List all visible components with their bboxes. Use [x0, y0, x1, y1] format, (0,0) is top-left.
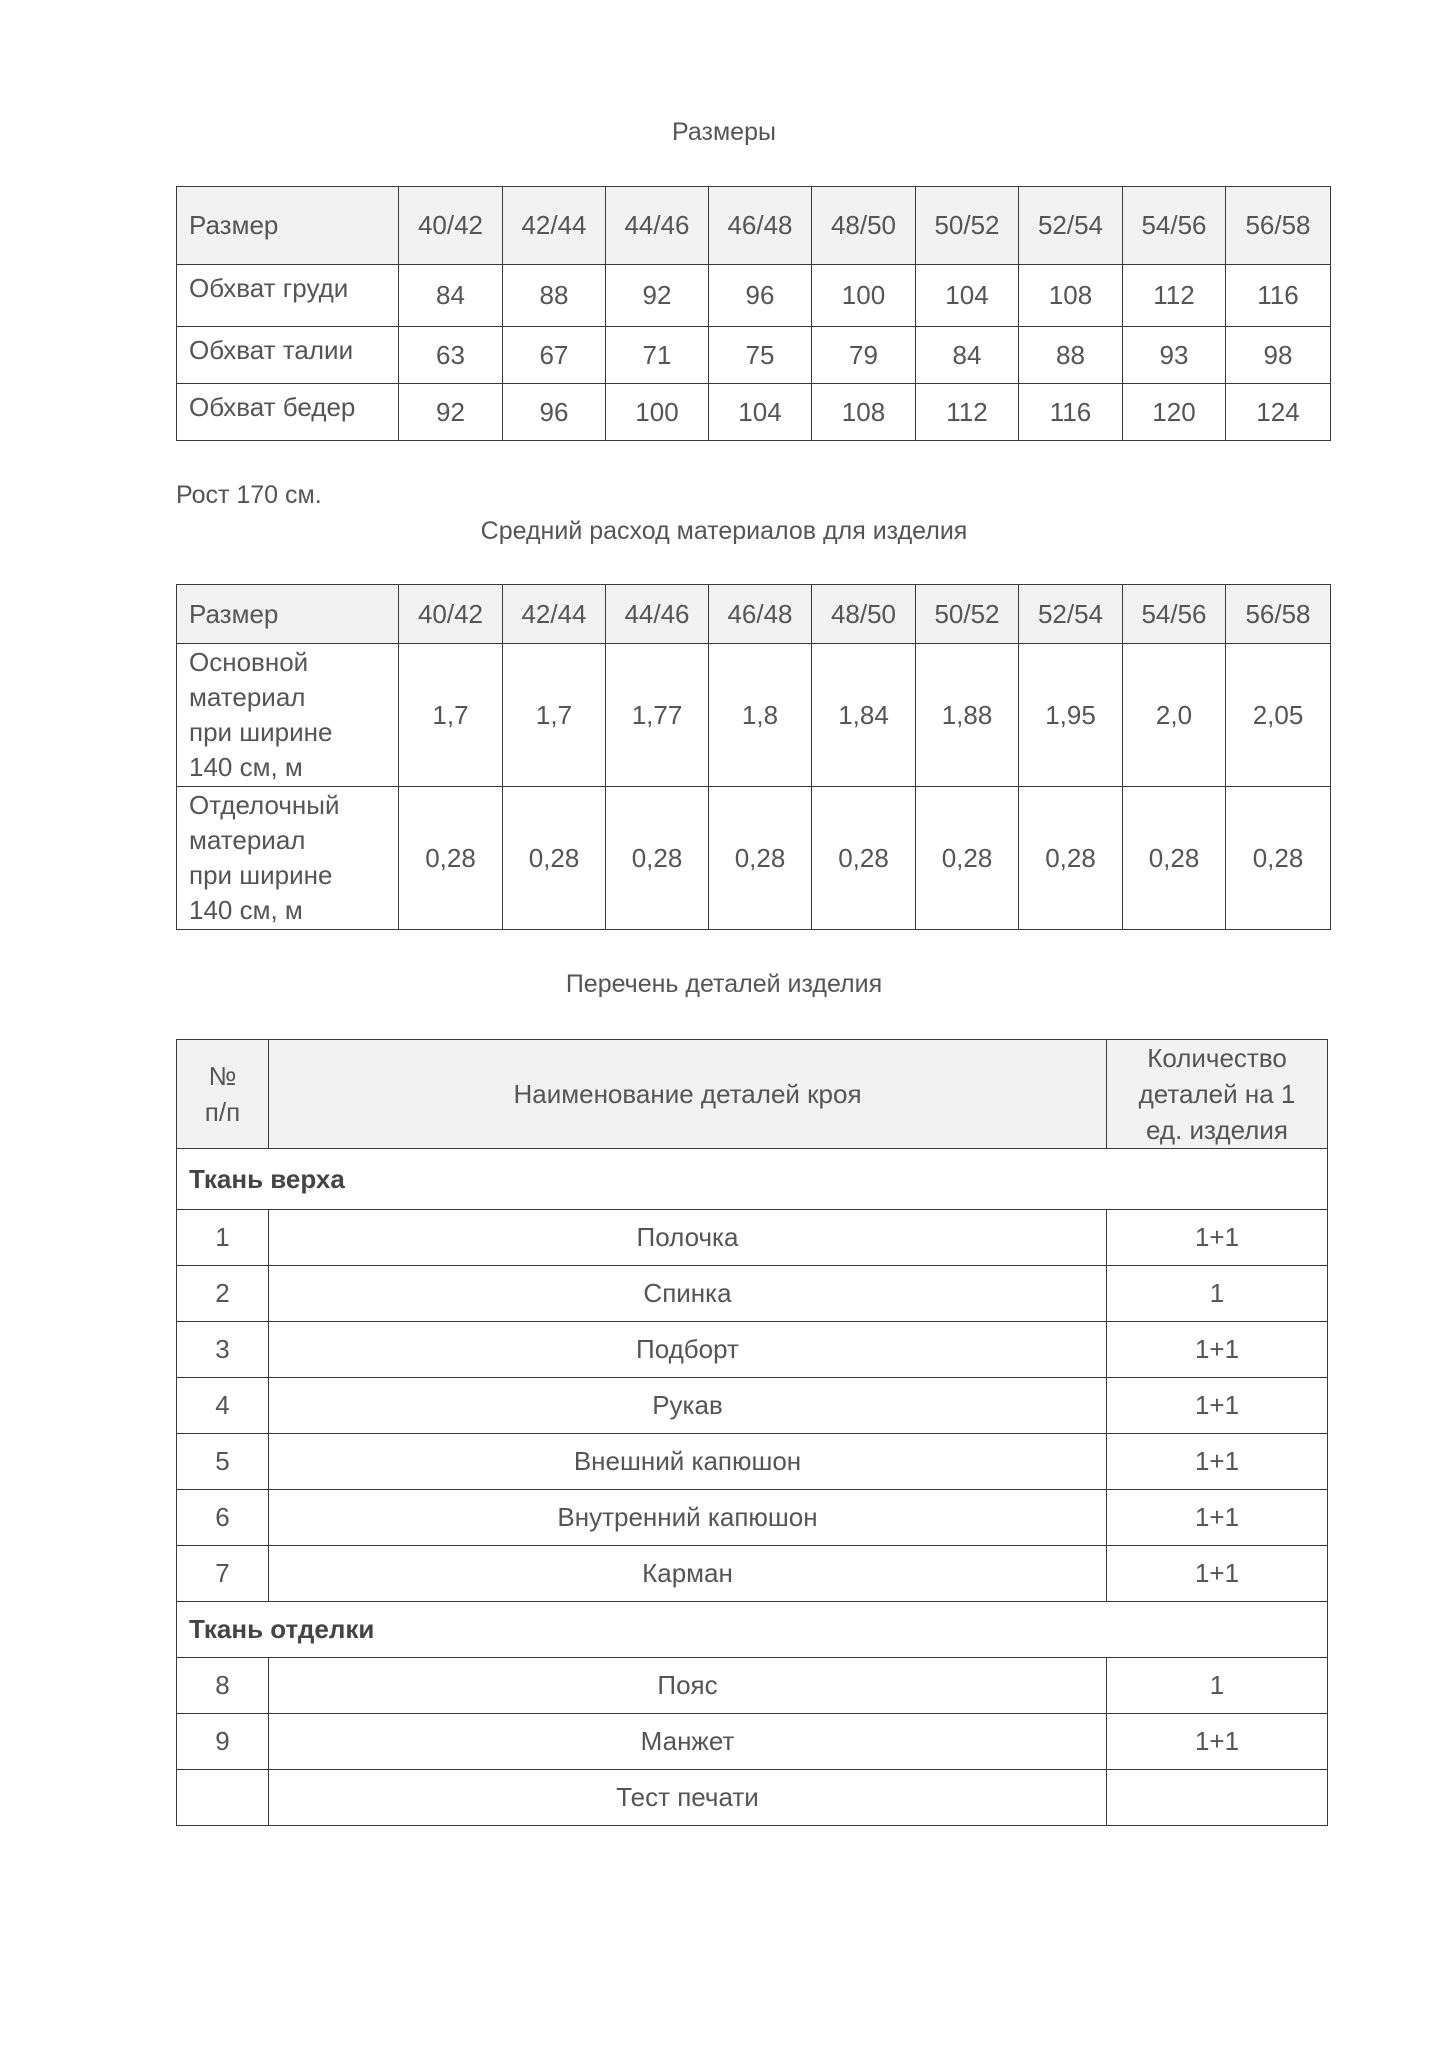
sizes-cell: 92: [399, 384, 503, 441]
row-qty: 1+1: [1107, 1322, 1328, 1378]
row-name: Подборт: [269, 1322, 1107, 1378]
section-row: [177, 1602, 1328, 1658]
table-row: [177, 1658, 1328, 1714]
materials-cell: 1,8: [709, 644, 812, 787]
materials-header-cell: 48/50: [812, 585, 916, 644]
row-name: Внешний капюшон: [269, 1434, 1107, 1490]
materials-header-cell: 44/46: [606, 585, 709, 644]
materials-cell: 1,88: [916, 644, 1019, 787]
sizes-cell: 108: [1019, 265, 1123, 327]
sizes-cell: 100: [606, 384, 709, 441]
row-name: Манжет: [269, 1714, 1107, 1770]
label-line: материал: [189, 682, 306, 712]
materials-table: [176, 584, 1331, 930]
sizes-row: [177, 384, 1331, 441]
sizes-cell: 96: [709, 265, 812, 327]
sizes-cell: 108: [812, 384, 916, 441]
materials-cell: 1,77: [606, 644, 709, 787]
section-row: [177, 1149, 1328, 1210]
label-line: 140 см, м: [189, 895, 303, 925]
row-num: 8: [177, 1658, 269, 1714]
materials-cell: 0,28: [503, 787, 606, 930]
height-note: Рост 170 см.: [176, 481, 322, 509]
row-num: 5: [177, 1434, 269, 1490]
materials-header-cell: 52/54: [1019, 585, 1123, 644]
sizes-cell: 120: [1123, 384, 1226, 441]
table-row: [177, 1378, 1328, 1434]
sizes-header-cell: 52/54: [1019, 187, 1123, 265]
materials-header-row: [177, 585, 1331, 644]
row-num: [177, 1770, 269, 1826]
materials-header-cell: 42/44: [503, 585, 606, 644]
materials-cell: 0,28: [1123, 787, 1226, 930]
sizes-cell: 104: [709, 384, 812, 441]
materials-cell: 1,7: [503, 644, 606, 787]
materials-row: [177, 787, 1331, 930]
sizes-header-cell: 40/42: [399, 187, 503, 265]
sizes-cell: 116: [1226, 265, 1331, 327]
label-line: 140 см, м: [189, 752, 303, 782]
materials-header-cell: 56/58: [1226, 585, 1331, 644]
table-row: [177, 1714, 1328, 1770]
materials-header-cell: 54/56: [1123, 585, 1226, 644]
row-name: Полочка: [269, 1210, 1107, 1266]
row-num: 4: [177, 1378, 269, 1434]
row-num: 9: [177, 1714, 269, 1770]
sizes-cell: 116: [1019, 384, 1123, 441]
row-qty: 1+1: [1107, 1378, 1328, 1434]
row-name: Внутренний капюшон: [269, 1490, 1107, 1546]
materials-header-cell: 50/52: [916, 585, 1019, 644]
row-qty: 1+1: [1107, 1490, 1328, 1546]
sizes-header-cell: 46/48: [709, 187, 812, 265]
row-qty: 1+1: [1107, 1210, 1328, 1266]
materials-header-cell: 40/42: [399, 585, 503, 644]
sizes-cell: 88: [1019, 327, 1123, 384]
header-line: деталей на 1: [1138, 1079, 1296, 1109]
materials-cell: 2,05: [1226, 644, 1331, 787]
sizes-row-label: Обхват груди: [177, 265, 399, 327]
row-name: Спинка: [269, 1266, 1107, 1322]
materials-cell: 2,0: [1123, 644, 1226, 787]
section-label: Ткань отделки: [177, 1602, 1328, 1658]
sizes-cell: 124: [1226, 384, 1331, 441]
row-qty: 1+1: [1107, 1546, 1328, 1602]
section-label: Ткань верха: [177, 1149, 1328, 1210]
sizes-cell: 63: [399, 327, 503, 384]
materials-row-label: [177, 644, 399, 787]
sizes-table: [176, 186, 1331, 441]
sizes-header-cell: 50/52: [916, 187, 1019, 265]
details-header-name: Наименование деталей кроя: [269, 1040, 1107, 1149]
row-name: Карман: [269, 1546, 1107, 1602]
sizes-cell: 96: [503, 384, 606, 441]
materials-row: [177, 644, 1331, 787]
materials-cell: 1,7: [399, 644, 503, 787]
materials-title: Средний расход материалов для изделия: [480, 517, 968, 545]
sizes-header-row: [177, 187, 1331, 265]
row-name: Рукав: [269, 1378, 1107, 1434]
row-name: Тест печати: [269, 1770, 1107, 1826]
sizes-cell: 100: [812, 265, 916, 327]
row-qty: 1: [1107, 1658, 1328, 1714]
materials-row-label: [177, 787, 399, 930]
table-row: [177, 1266, 1328, 1322]
table-row: [177, 1322, 1328, 1378]
sizes-row-label: Обхват бедер: [177, 384, 399, 441]
row-name: Пояс: [269, 1658, 1107, 1714]
materials-cell: 0,28: [1019, 787, 1123, 930]
header-line: п/п: [204, 1097, 241, 1127]
sizes-cell: 88: [503, 265, 606, 327]
table-row: [177, 1546, 1328, 1602]
table-row: [177, 1490, 1328, 1546]
sizes-cell: 84: [399, 265, 503, 327]
sizes-row: [177, 327, 1331, 384]
details-header-row: [177, 1040, 1328, 1149]
materials-cell: 0,28: [709, 787, 812, 930]
header-line: №: [208, 1061, 237, 1091]
materials-cell: 0,28: [812, 787, 916, 930]
row-num: 7: [177, 1546, 269, 1602]
details-title: Перечень деталей изделия: [565, 970, 883, 998]
sizes-header-cell: Размер: [177, 187, 399, 265]
row-qty: 1: [1107, 1266, 1328, 1322]
row-num: 2: [177, 1266, 269, 1322]
label-line: при ширине: [189, 717, 333, 747]
sizes-cell: 79: [812, 327, 916, 384]
row-num: 1: [177, 1210, 269, 1266]
materials-cell: 0,28: [399, 787, 503, 930]
sizes-cell: 92: [606, 265, 709, 327]
header-line: ед. изделия: [1146, 1115, 1288, 1145]
sizes-header-cell: 44/46: [606, 187, 709, 265]
sizes-header-cell: 42/44: [503, 187, 606, 265]
sizes-header-cell: 56/58: [1226, 187, 1331, 265]
sizes-row-label: Обхват талии: [177, 327, 399, 384]
sizes-cell: 98: [1226, 327, 1331, 384]
materials-cell: 0,28: [916, 787, 1019, 930]
label-line: Основной: [189, 647, 309, 677]
sizes-cell: 71: [606, 327, 709, 384]
materials-cell: 0,28: [606, 787, 709, 930]
sizes-header-cell: 48/50: [812, 187, 916, 265]
sizes-cell: 93: [1123, 327, 1226, 384]
row-qty: 1+1: [1107, 1714, 1328, 1770]
row-qty: [1107, 1770, 1328, 1826]
sizes-cell: 67: [503, 327, 606, 384]
materials-header-cell: 46/48: [709, 585, 812, 644]
sizes-cell: 84: [916, 327, 1019, 384]
label-line: материал: [189, 825, 306, 855]
row-num: 3: [177, 1322, 269, 1378]
sizes-cell: 112: [1123, 265, 1226, 327]
table-row: [177, 1434, 1328, 1490]
sizes-title: Размеры: [672, 118, 776, 146]
materials-cell: 0,28: [1226, 787, 1331, 930]
label-line: Отделочный: [189, 790, 340, 820]
label-line: при ширине: [189, 860, 333, 890]
details-table: [176, 1039, 1328, 1826]
sizes-cell: 112: [916, 384, 1019, 441]
table-row: [177, 1210, 1328, 1266]
header-line: Количество: [1147, 1043, 1287, 1073]
materials-header-cell: Размер: [177, 585, 399, 644]
sizes-row: [177, 265, 1331, 327]
details-header-qty: [1107, 1040, 1328, 1149]
materials-cell: 1,84: [812, 644, 916, 787]
sizes-cell: 75: [709, 327, 812, 384]
details-header-num: [177, 1040, 269, 1149]
row-num: 6: [177, 1490, 269, 1546]
sizes-header-cell: 54/56: [1123, 187, 1226, 265]
sizes-cell: 104: [916, 265, 1019, 327]
table-row: [177, 1770, 1328, 1826]
materials-cell: 1,95: [1019, 644, 1123, 787]
row-qty: 1+1: [1107, 1434, 1328, 1490]
